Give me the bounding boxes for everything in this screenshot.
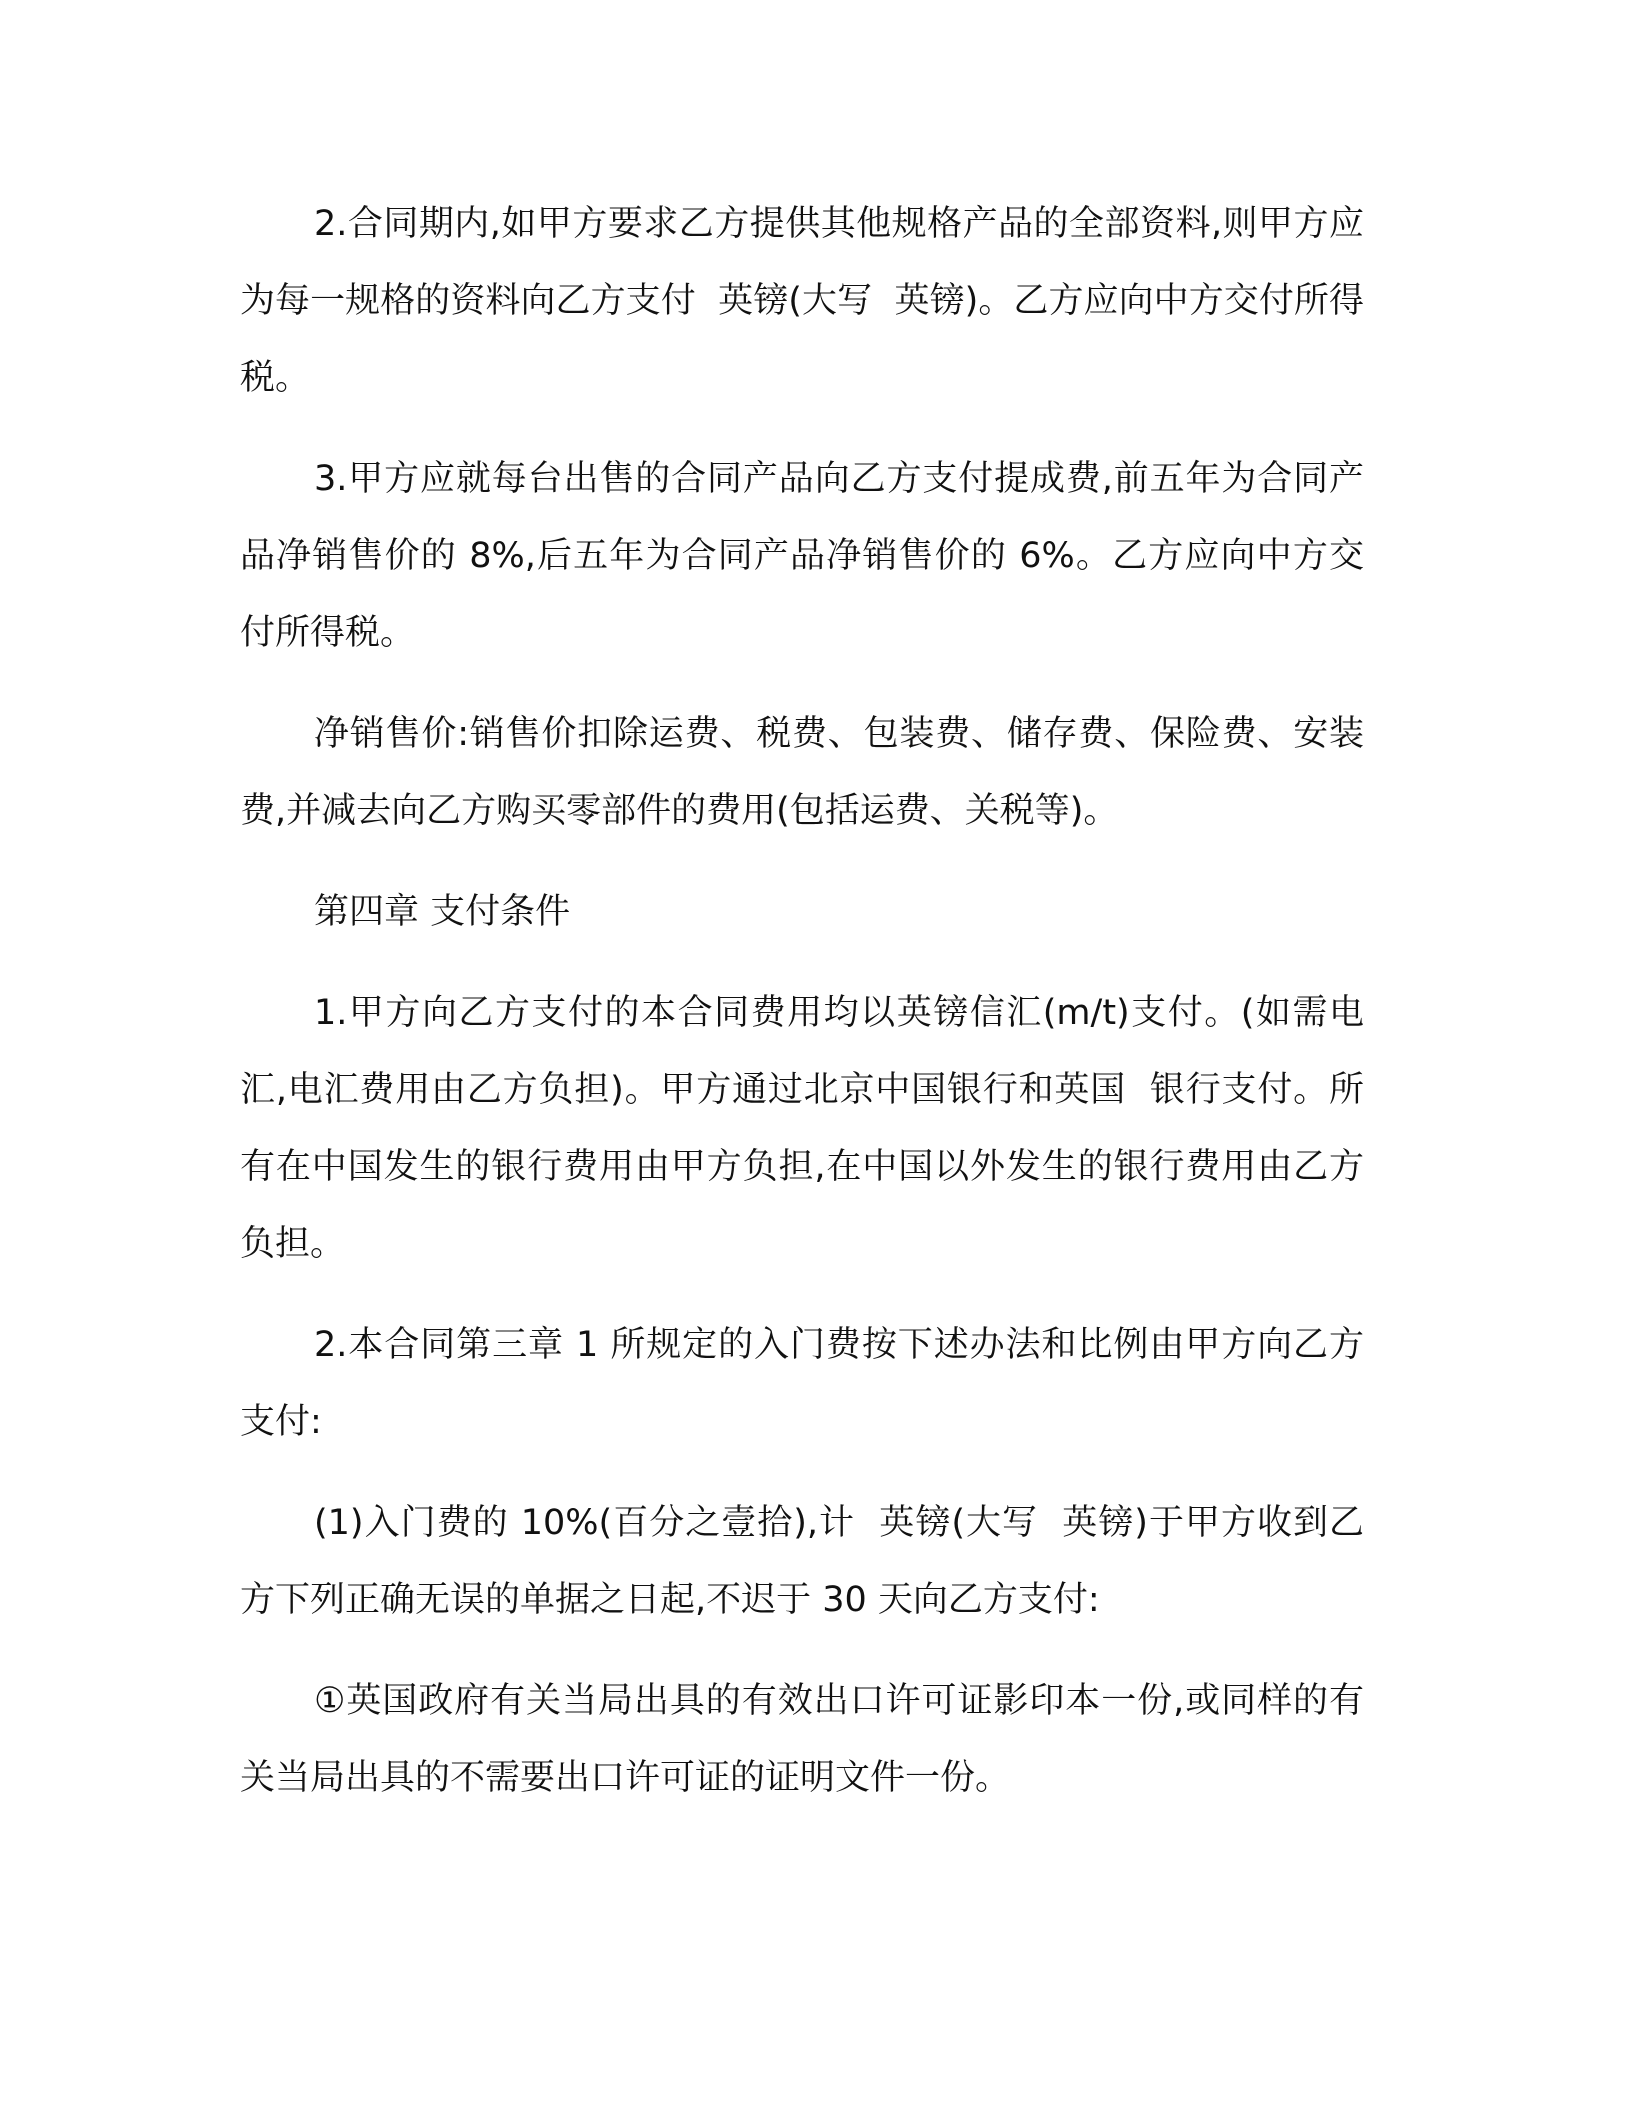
paragraph-payment-2-1: (1)入门费的 10%(百分之壹拾),计 英镑(大写 英镑)于甲方收到乙方下列正确无误的单据之日起,不迟于 30 天向乙方支付: <box>240 1503 1364 1620</box>
paragraph-payment-2-1-a: ①英国政府有关当局出具的有效出口许可证影印本一份,或同样的有关当局出具的不需要出口许可证的证明文件一份。 <box>240 1681 1364 1798</box>
document-body <box>240 186 1364 1817</box>
paragraph-payment-1: 1.甲方向乙方支付的本合同费用均以英镑信汇(m/t)支付。(如需电汇,电汇费用由乙方负担)。甲方通过北京中国银行和英国 银行支付。所有在中国发生的银行费用由甲方负担,在中国以外发生的银行费用由乙方负担。 <box>240 993 1364 1264</box>
paragraph-net-price-definition: 净销售价:销售价扣除运费、税费、包装费、储存费、保险费、安装费,并减去向乙方购买零部件的费用(包括运费、关税等)。 <box>240 714 1364 831</box>
paragraph-clause-3: 3.甲方应就每台出售的合同产品向乙方支付提成费,前五年为合同产品净销售价的 8%,后五年为合同产品净销售价的 6%。乙方应向中方交付所得税。 <box>240 459 1364 653</box>
chapter-heading: 第四章 支付条件 <box>314 892 571 932</box>
paragraph-clause-2: 2.合同期内,如甲方要求乙方提供其他规格产品的全部资料,则甲方应为每一规格的资料向乙方支付 英镑(大写 英镑)。乙方应向中方交付所得税。 <box>240 204 1364 398</box>
paragraph-payment-2: 2.本合同第三章 1 所规定的入门费按下述办法和比例由甲方向乙方支付: <box>240 1325 1364 1442</box>
